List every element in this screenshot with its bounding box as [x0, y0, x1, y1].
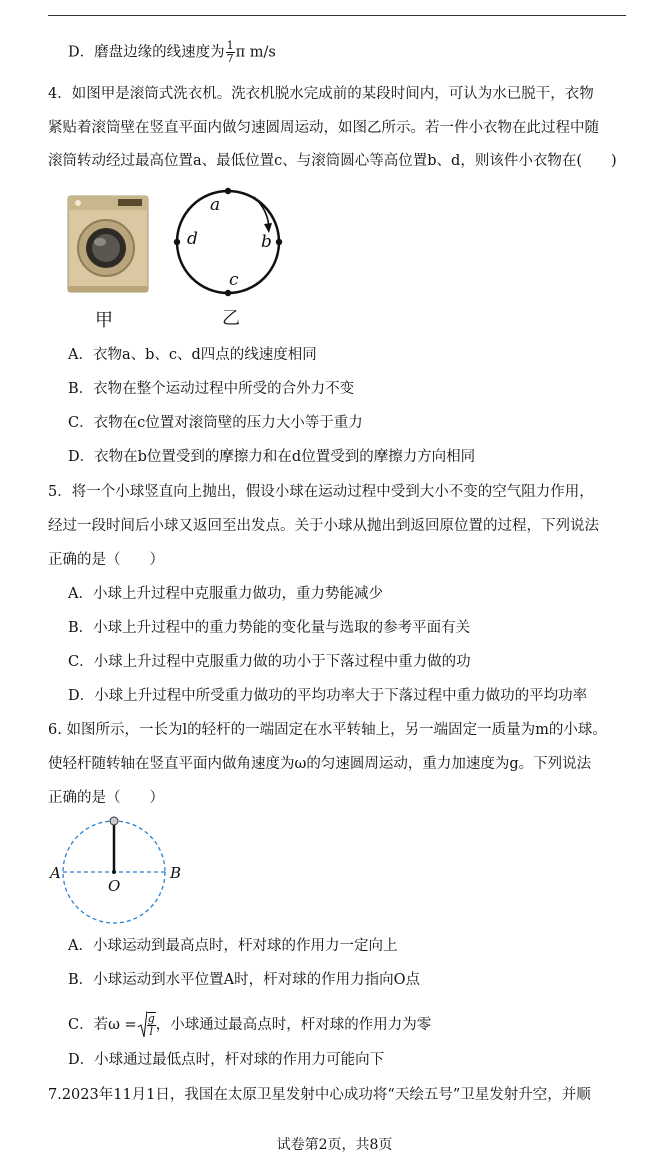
- q6-option-c-prefix: C．若ω =: [68, 1017, 137, 1033]
- q5-option-d: D．小球上升过程中所受重力做功的平均功率大于下落过程中重力做功的平均功率: [68, 688, 588, 704]
- radical-sign: [137, 1010, 147, 1040]
- label-B: B: [170, 864, 182, 882]
- q3-option-d-prefix: D．磨盘边缘的线速度为: [68, 44, 225, 61]
- q3-option-d-suffix: π m/s: [235, 44, 276, 61]
- point-c-dot: [225, 290, 231, 296]
- label-O: O: [108, 877, 121, 895]
- q6-option-c: [68, 1010, 431, 1040]
- fraction-denominator: 7: [226, 52, 234, 65]
- q6-option-c-suffix: ，小球通过最高点时，杆对球的作用力为零: [155, 1017, 432, 1033]
- figure-caption-left: 甲: [95, 310, 113, 331]
- q6-stem-line1: 6. 如图所示，一长为l的轻杆的一端固定在水平转轴上，另一端固定一质量为m的小球。: [48, 722, 607, 738]
- label-a: a: [210, 195, 221, 215]
- washing-machine-figure: [66, 190, 152, 296]
- q4-option-d: D．衣物在b位置受到的摩擦力和在d位置受到的摩擦力方向相同: [68, 449, 476, 465]
- q5-option-b: B．小球上升过程中的重力势能的变化量与选取的参考平面有关: [68, 620, 471, 636]
- q3-option-d: [68, 40, 276, 65]
- q4-stem-line3: 滚筒转动经过最高位置a、最低位置c、与滚筒圆心等高位置b、d，则该件小衣物在( ): [48, 153, 617, 169]
- fraction: [226, 40, 235, 65]
- q4-stem-line2: 紧贴着滚筒壁在竖直平面内做匀速圆周运动，如图乙所示。若一件小衣物在此过程中随: [48, 120, 599, 136]
- point-a-dot: [225, 188, 231, 194]
- q6-stem-line3: 正确的是（ ）: [48, 790, 164, 806]
- q7-stem-line1: 7.2023年11月1日，我国在太原卫星发射中心成功将“天绘五号”卫星发射升空，并顺: [48, 1087, 591, 1103]
- label-d: d: [187, 229, 198, 249]
- point-d-dot: [174, 239, 180, 245]
- q4-option-b: B．衣物在整个运动过程中所受的合外力不变: [68, 381, 355, 397]
- point-b-dot: [276, 239, 282, 245]
- header-rule: [48, 15, 626, 16]
- q5-stem-line3: 正确的是（ ）: [48, 552, 164, 568]
- fraction-numerator: 1: [226, 39, 234, 52]
- sqrt-denominator: l: [149, 1025, 153, 1038]
- q4-option-c: C．衣物在c位置对滚筒壁的压力大小等于重力: [68, 415, 363, 431]
- sqrt-numerator: g: [147, 1012, 155, 1025]
- q5-stem-line2: 经过一段时间后小球又返回至出发点。关于小球从抛出到返回原位置的过程，下列说法: [48, 518, 599, 534]
- q6-option-d: D．小球通过最低点时，杆对球的作用力可能向下: [68, 1052, 385, 1068]
- label-b: b: [261, 232, 272, 252]
- figure-caption-right: 乙: [222, 308, 240, 329]
- q6-stem-line2: 使轻杆随转轴在竖直平面内做角速度为ω的匀速圆周运动，重力加速度为g。下列说法: [48, 756, 592, 772]
- rod-circle-figure: [58, 814, 178, 930]
- page-footer: 试卷第2页，共8页: [276, 1137, 393, 1153]
- q5-option-c: C．小球上升过程中克服重力做的功小于下落过程中重力做的功: [68, 654, 471, 670]
- q6-option-b: B．小球运动到水平位置A时，杆对球的作用力指向O点: [68, 972, 421, 988]
- q4-option-a: A．衣物a、b、c、d四点的线速度相同: [68, 347, 317, 363]
- q4-stem-line1: 4．如图甲是滚筒式洗衣机。洗衣机脱水完成前的某段时间内，可认为水已脱干，衣物: [48, 86, 594, 102]
- square-root: [137, 1010, 156, 1040]
- label-c: c: [229, 270, 239, 290]
- sqrt-fraction: [147, 1012, 156, 1038]
- q5-stem-line1: 5．将一个小球竖直向上抛出，假设小球在运动过程中受到大小不变的空气阻力作用，: [48, 484, 594, 500]
- q6-option-a: A．小球运动到最高点时，杆对球的作用力一定向上: [68, 938, 398, 954]
- label-A: A: [50, 864, 61, 882]
- q5-option-a: A．小球上升过程中克服重力做功，重力势能减少: [68, 586, 383, 602]
